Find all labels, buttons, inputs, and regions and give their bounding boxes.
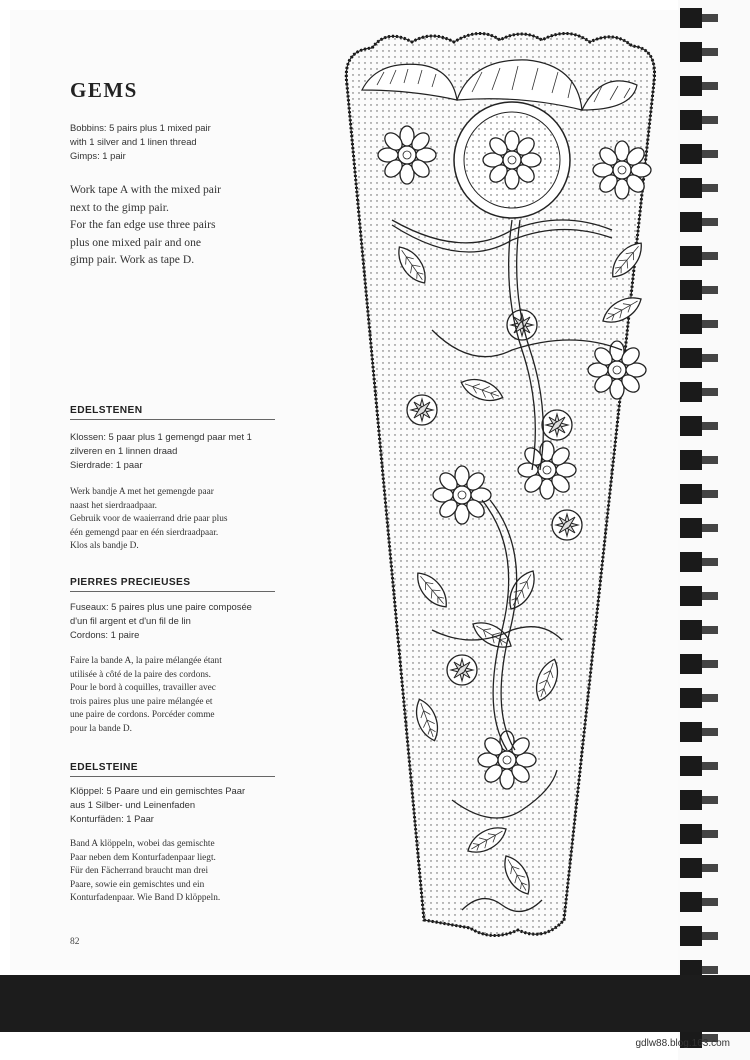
text-line: Work tape A with the mixed pair (70, 183, 222, 196)
binding-ring-shadow (702, 14, 718, 22)
dutch-heading: EDELSTENEN (70, 405, 275, 420)
text-line: Klossen: 5 paar plus 1 gemengd paar met 1 (70, 431, 252, 442)
binding-ring-shadow (702, 320, 718, 328)
binding-ring-shadow (702, 524, 718, 532)
binding-ring-shadow (702, 354, 718, 362)
german-requirements (70, 784, 300, 826)
spiral-binding (678, 0, 750, 1060)
binding-ring-shadow (702, 490, 718, 498)
french-heading: PIERRES PRECIEUSES (70, 577, 275, 592)
binding-ring-shadow (702, 116, 718, 124)
binding-ring (680, 620, 702, 640)
text-line: gimp pair. Work as tape D. (70, 253, 195, 266)
binding-ring-shadow (702, 762, 718, 770)
text-line: d'un fil argent et d'un fil de lin (70, 615, 191, 626)
binding-ring (680, 450, 702, 470)
binding-ring-shadow (702, 48, 718, 56)
text-line: with 1 silver and 1 linen thread (70, 136, 197, 147)
text-line: Gimps: 1 pair (70, 150, 126, 161)
text-line: Faire la bande A, la paire mélangée étant (70, 656, 222, 666)
text-line: plus one mixed pair and one (70, 235, 202, 249)
text-line: une paire de cordons. Porcéder comme (70, 710, 215, 720)
binding-ring-shadow (702, 694, 718, 702)
dutch-requirements (70, 430, 300, 472)
text-line: Bobbins: 5 pairs plus 1 mixed pair (70, 122, 211, 133)
binding-ring (680, 212, 702, 232)
page-title: GEMS (70, 78, 138, 102)
binding-ring (680, 42, 702, 62)
french-requirements (70, 600, 300, 642)
text-line: For the fan edge use three pairs (70, 218, 216, 231)
english-requirements (70, 121, 300, 163)
binding-ring-shadow (702, 898, 718, 906)
binding-ring (680, 8, 702, 28)
text-line: Fuseaux: 5 paires plus une paire composée (70, 601, 252, 612)
scan-shadow-band (0, 975, 750, 1032)
text-line: utilisée à côté de la paire des cordons. (70, 669, 211, 680)
text-line: Paar neben dem Konturfadenpaar liegt. (70, 852, 216, 863)
text-line: Paare, sowie ein gemischtes und ein (70, 879, 205, 890)
watermark: gdlw88.blog.163.com (635, 1038, 730, 1049)
text-line: Band A klöppeln, wobei das gemischte (70, 839, 215, 849)
binding-ring (680, 416, 702, 436)
binding-ring-shadow (702, 286, 718, 294)
text-line: Cordons: 1 paire (70, 629, 140, 640)
text-line: trois paires plus une paire mélangée et (70, 696, 213, 707)
binding-ring (680, 756, 702, 776)
binding-ring (680, 484, 702, 504)
german-heading: EDELSTEINE (70, 762, 275, 777)
binding-ring-shadow (702, 218, 718, 226)
binding-ring (680, 178, 702, 198)
binding-ring-shadow (702, 626, 718, 634)
binding-ring-shadow (702, 422, 718, 430)
text-line: Für den Fächerrand braucht man drei (70, 866, 209, 876)
text-line: Pour le bord à coquilles, travailler avec (70, 683, 216, 693)
binding-ring (680, 892, 702, 912)
binding-ring (680, 144, 702, 164)
text-line: zilveren en 1 linnen draad (70, 445, 178, 456)
binding-ring (680, 76, 702, 96)
binding-ring (680, 314, 702, 334)
text-line: next to the gimp pair. (70, 200, 169, 214)
binding-ring-shadow (702, 388, 718, 396)
dutch-instructions (70, 486, 300, 554)
binding-ring (680, 654, 702, 674)
binding-ring-shadow (702, 456, 718, 464)
binding-ring-shadow (702, 966, 718, 974)
binding-ring-shadow (702, 830, 718, 838)
binding-ring-shadow (702, 82, 718, 90)
lace-pattern-icon (332, 30, 662, 945)
binding-ring-shadow (702, 728, 718, 736)
binding-ring-shadow (702, 592, 718, 600)
binding-ring (680, 688, 702, 708)
text-line: pour la bande D. (70, 723, 132, 734)
binding-ring (680, 246, 702, 266)
binding-ring (680, 858, 702, 878)
binding-ring-shadow (702, 150, 718, 158)
text-line: Klöppel: 5 Paare und ein gemischtes Paar (70, 785, 246, 796)
binding-ring-shadow (702, 184, 718, 192)
english-instructions (70, 181, 300, 269)
text-line: Konturfäden: 1 Paar (70, 813, 154, 824)
text-line: naast het sierdraadpaar. (70, 500, 157, 511)
binding-ring-shadow (702, 558, 718, 566)
text-line: Sierdrade: 1 paar (70, 459, 143, 470)
binding-ring (680, 722, 702, 742)
binding-ring (680, 824, 702, 844)
binding-ring-shadow (702, 660, 718, 668)
binding-ring (680, 518, 702, 538)
binding-ring (680, 552, 702, 572)
binding-ring (680, 110, 702, 130)
binding-ring-shadow (702, 932, 718, 940)
binding-ring (680, 790, 702, 810)
text-line: Werk bandje A met het gemengde paar (70, 487, 214, 497)
binding-ring (680, 382, 702, 402)
text-line: Konturfadenpaar. Wie Band D klöppeln. (70, 893, 221, 903)
binding-ring (680, 348, 702, 368)
text-line: één gemengd paar en één sierdraadpaar. (70, 527, 219, 538)
german-instructions (70, 838, 300, 906)
text-line: Gebruik voor de waaierrand drie paar plus (70, 514, 228, 524)
binding-ring (680, 280, 702, 300)
binding-ring-shadow (702, 252, 718, 260)
binding-ring (680, 926, 702, 946)
binding-ring-shadow (702, 796, 718, 804)
text-line: Klos als bandje D. (70, 541, 139, 551)
binding-ring (680, 586, 702, 606)
binding-ring-shadow (702, 864, 718, 872)
french-instructions (70, 655, 300, 736)
page-number: 82 (70, 937, 80, 947)
text-line: aus 1 Silber- und Leinenfaden (70, 799, 196, 810)
